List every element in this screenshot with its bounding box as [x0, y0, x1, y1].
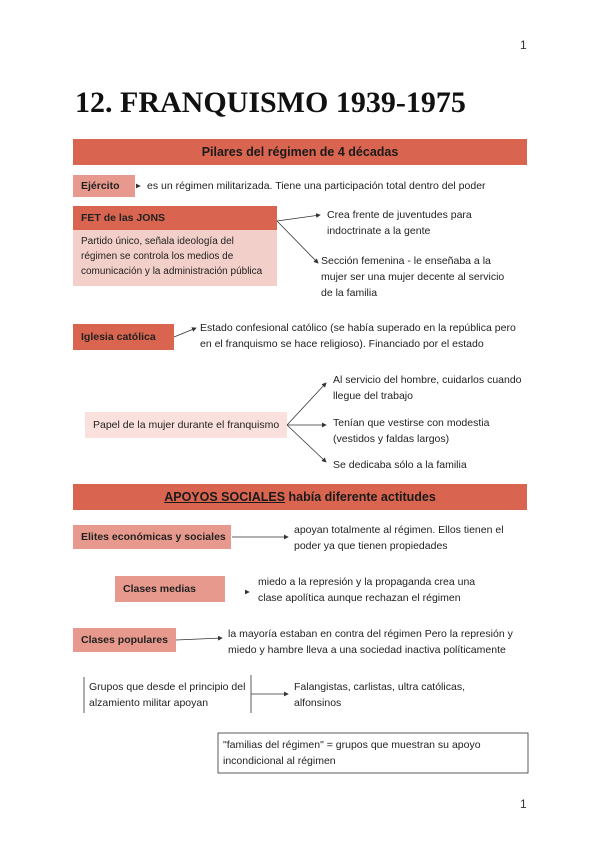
populares-label: Clases populares — [81, 634, 168, 646]
populares-box — [73, 628, 176, 652]
iglesia-text: Estado confesional católico (se había superado en la república pero en el franquismo se hace religioso). Financiado por el estado — [200, 322, 516, 350]
iglesia-box — [73, 324, 174, 350]
banner-text: Pilares del régimen de 4 décadas — [201, 145, 399, 159]
grupos-text: Falangistas, carlistas, ultra católicas, alfonsinos — [294, 681, 465, 709]
elites-label: Elites económicas y sociales — [81, 531, 226, 543]
banner-rest-text: había diferente actitudes — [285, 490, 436, 504]
mujer-branch-servicio: Al servicio del hombre, cuidarlos cuando llegue del trabajo — [333, 374, 522, 402]
medias-label: Clases medias — [123, 583, 196, 595]
elites-box — [73, 525, 231, 549]
fet-branch-seccion-femenina: Sección femenina - le enseñaba a la mujer ser una mujer decente al servicio de la familia — [321, 255, 505, 299]
page-number-top: 1 — [520, 38, 527, 52]
populares-text: la mayoría estaban en contra del régimen Pero la represión y miedo y hambre lleva a una sociedad inactiva políticamente — [228, 628, 513, 656]
ejercito-label: Ejército — [81, 180, 120, 192]
medias-box — [115, 576, 225, 602]
grupos-label: Grupos que desde el principio del alzamiento militar apoyan — [89, 681, 246, 709]
iglesia-label: Iglesia católica — [81, 331, 156, 343]
elites-text: apoyan totalmente al régimen. Ellos tienen el poder ya que tienen propiedades — [294, 524, 504, 552]
mujer-label: Papel de la mujer durante el franquismo — [93, 419, 280, 431]
page-title: 12. FRANQUISMO 1939-1975 — [75, 86, 466, 119]
fet-description: Partido único, señala ideología del régimen se controla los medios de comunicación y la administración pública — [73, 230, 277, 286]
fet-box — [73, 206, 277, 230]
section-banner-apoyos — [73, 484, 527, 510]
mujer-box — [85, 412, 287, 438]
ejercito-box — [73, 175, 135, 197]
mujer-branch-vestirse: Tenían que vestirse con modestia (vestidos y faldas largos) — [333, 417, 490, 445]
medias-text: miedo a la represión y la propaganda crea una clase apolítica aunque rechazan el régimen — [258, 576, 476, 604]
fet-label: FET de las JONS — [81, 212, 166, 224]
mujer-branch-familia: Se dedicaba sólo a la familia — [333, 459, 467, 471]
familias-text: "familias del régimen" = grupos que muestran su apoyo incondicional al régimen — [223, 739, 481, 767]
page-number-bottom: 1 — [520, 797, 527, 811]
fet-branch-juventudes: Crea frente de juventudes para indoctrinate a la gente — [327, 209, 472, 237]
ejercito-text: es un régimen militarizada. Tiene una participación total dentro del poder — [147, 180, 486, 192]
section-banner-pilares — [73, 139, 527, 165]
banner-underlined-text: APOYOS SOCIALES — [164, 490, 286, 504]
